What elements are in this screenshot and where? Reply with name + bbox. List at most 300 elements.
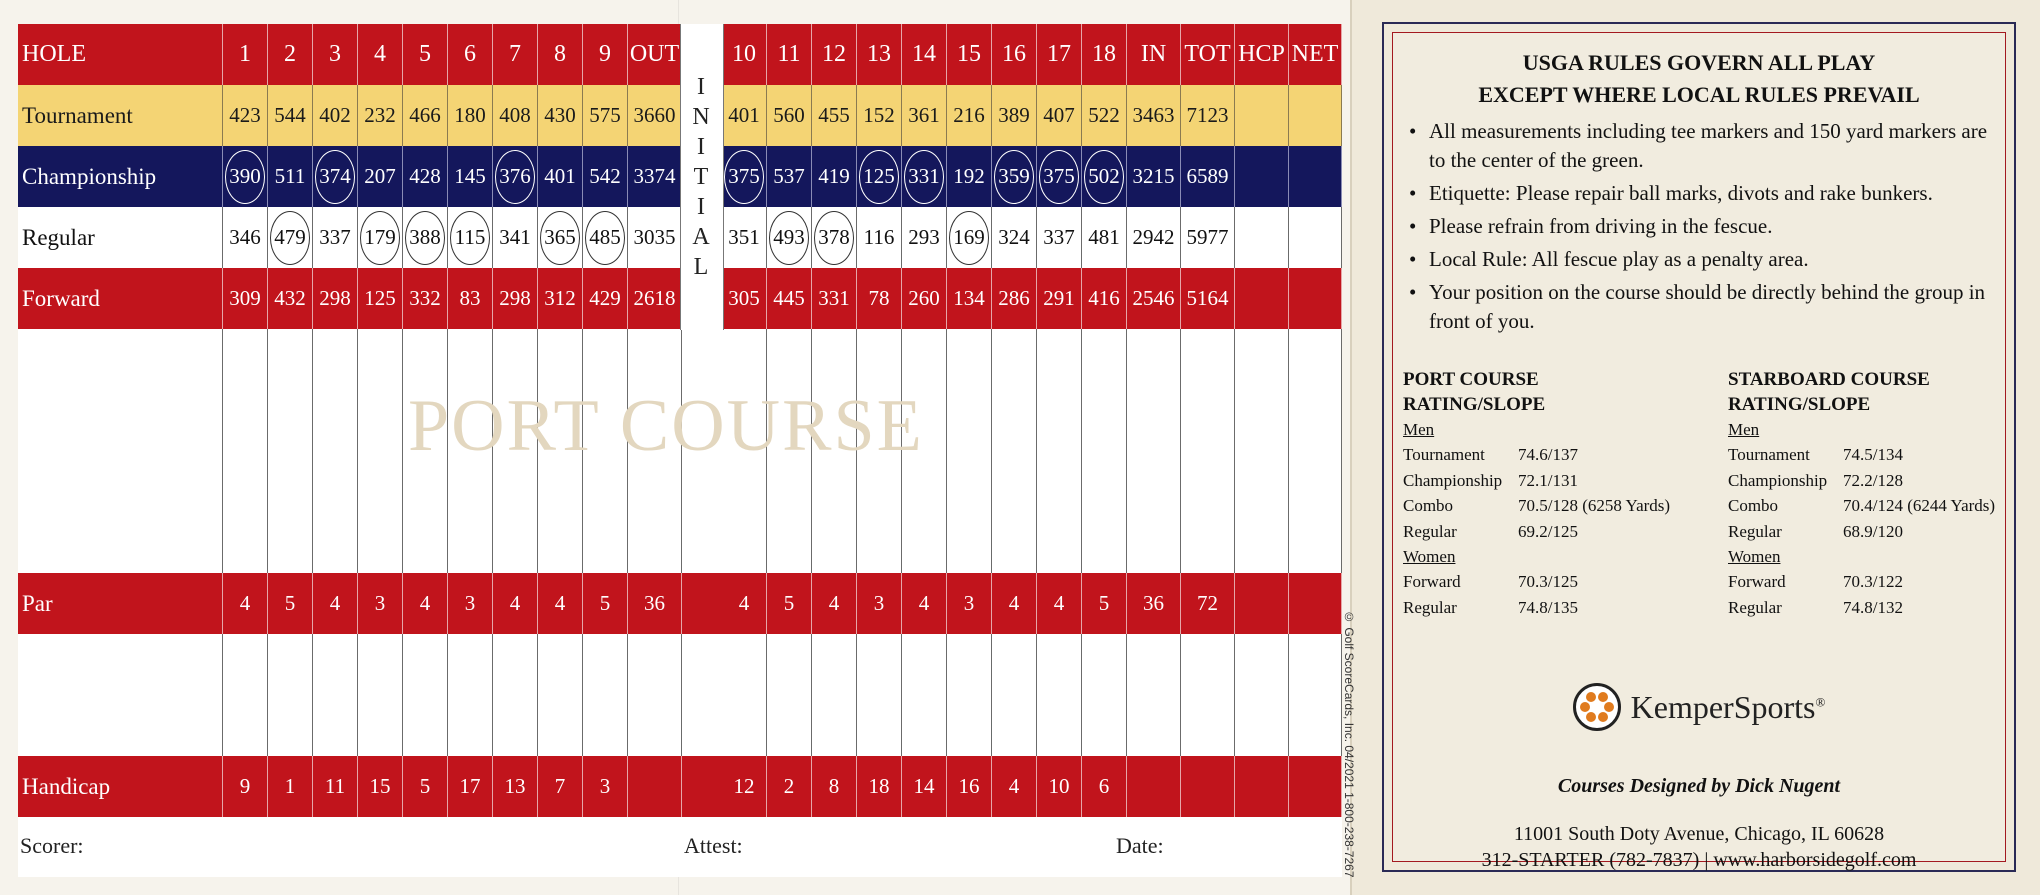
score-cell[interactable]	[223, 390, 268, 451]
hole-cell	[268, 207, 313, 268]
score-cell[interactable]	[1037, 695, 1082, 756]
score-cell[interactable]	[1127, 451, 1181, 512]
score-cell[interactable]	[268, 329, 313, 390]
score-cell[interactable]	[947, 451, 992, 512]
score-cell[interactable]	[1082, 451, 1127, 512]
score-cell[interactable]	[628, 512, 682, 573]
hole-cell: 389	[992, 85, 1037, 146]
hole-cell: 260	[902, 268, 947, 329]
score-cell[interactable]	[1181, 512, 1235, 573]
hole-cell: 12	[722, 756, 767, 817]
score-cell[interactable]	[812, 634, 857, 695]
hole-cell	[583, 207, 628, 268]
hole-cell: 4	[313, 573, 358, 634]
score-cell[interactable]	[538, 695, 583, 756]
score-cell[interactable]	[268, 451, 313, 512]
rating-value: 70.3/122	[1843, 572, 1903, 591]
score-cell[interactable]	[223, 695, 268, 756]
score-cell[interactable]	[1127, 329, 1181, 390]
score-cell[interactable]	[1181, 695, 1235, 756]
rating-value: 74.8/132	[1843, 597, 1903, 617]
hole-cell: 5	[268, 573, 313, 634]
hole-cell: 116	[857, 207, 902, 268]
score-cell[interactable]	[1181, 390, 1235, 451]
score-cell[interactable]	[767, 634, 812, 695]
score-cell[interactable]	[493, 634, 538, 695]
hole-cell: 36	[628, 573, 682, 634]
score-cell[interactable]	[358, 329, 403, 390]
score-cell[interactable]	[902, 329, 947, 390]
circled-yardage: 115	[450, 211, 490, 265]
rating-line	[1728, 595, 2018, 621]
score-cell[interactable]	[1289, 634, 1342, 695]
score-cell[interactable]	[538, 329, 583, 390]
hole-cell: 6589	[1181, 146, 1235, 207]
port-course-rating	[1403, 367, 1693, 620]
score-cell[interactable]	[902, 695, 947, 756]
score-cell[interactable]	[812, 329, 857, 390]
score-cell[interactable]	[767, 512, 812, 573]
hole-cell: 192	[947, 146, 992, 207]
hole-cell: 402	[313, 85, 358, 146]
rules-title-line2: EXCEPT WHERE LOCAL RULES PREVAIL	[1478, 82, 1920, 107]
logo-dot	[1586, 712, 1596, 722]
score-cell[interactable]	[1235, 329, 1289, 390]
score-cell[interactable]	[1181, 451, 1235, 512]
hole-cell: 5	[403, 24, 448, 85]
player-score-row[interactable]	[18, 634, 1342, 696]
rules-panel	[1382, 22, 2016, 872]
attest-field[interactable]: Attest:	[684, 833, 743, 858]
score-cell[interactable]	[992, 512, 1037, 573]
copyright-notice: © Golf ScoreCards, Inc. 04/2021 1-800-238-7267	[1342, 610, 1356, 878]
score-cell[interactable]	[448, 695, 493, 756]
score-cell[interactable]	[857, 634, 902, 695]
score-cell[interactable]	[1082, 634, 1127, 695]
rating-value: 70.4/124 (6244 Yards)	[1843, 496, 1996, 515]
address-block	[1393, 821, 2005, 873]
hole-cell: 312	[538, 268, 583, 329]
row-label	[18, 512, 223, 573]
hole-cell: 4	[992, 573, 1037, 634]
hole-cell: 7	[538, 756, 583, 817]
hole-cell	[812, 207, 857, 268]
score-cell[interactable]	[448, 634, 493, 695]
score-cell[interactable]	[403, 695, 448, 756]
hole-cell: 145	[448, 146, 493, 207]
score-cell[interactable]	[358, 512, 403, 573]
score-cell[interactable]	[947, 390, 992, 451]
score-cell[interactable]	[1181, 634, 1235, 695]
rule-item: • All measurements including tee markers and 150 yard markers are to the center of the green.	[1407, 117, 2007, 175]
date-field[interactable]: Date:	[1116, 833, 1164, 858]
rules-list	[1407, 117, 2007, 340]
rating-tee: Tournament	[1728, 445, 1810, 464]
hole-cell: 3	[857, 573, 902, 634]
score-cell[interactable]	[358, 634, 403, 695]
circled-yardage: 502	[1084, 150, 1124, 204]
hole-cell: 9	[223, 756, 268, 817]
initial-letter: T	[693, 164, 711, 190]
row-label	[18, 695, 223, 756]
score-cell[interactable]	[628, 634, 682, 695]
logo-dot	[1604, 702, 1614, 712]
score-cell[interactable]	[493, 329, 538, 390]
rating-line	[1403, 493, 1693, 519]
score-cell[interactable]	[812, 695, 857, 756]
score-cell[interactable]	[268, 512, 313, 573]
hole-cell: 15	[358, 756, 403, 817]
rating-tee: Forward	[1728, 572, 1786, 591]
score-cell[interactable]	[268, 634, 313, 695]
hole-cell	[448, 207, 493, 268]
hole-cell: 78	[857, 268, 902, 329]
score-cell[interactable]	[313, 451, 358, 512]
rating-line	[1403, 569, 1693, 595]
row-label	[18, 329, 223, 390]
rating-tee: Championship	[1728, 470, 1828, 490]
kempersports-logo	[1393, 683, 2005, 731]
logo-dot	[1586, 692, 1596, 702]
hole-cell: 7	[493, 24, 538, 85]
hole-cell: 544	[268, 85, 313, 146]
hole-cell	[1289, 573, 1342, 634]
hole-cell: 17	[1037, 24, 1082, 85]
hole-cell: 430	[538, 85, 583, 146]
score-cell[interactable]	[1235, 390, 1289, 451]
score-cell[interactable]	[313, 329, 358, 390]
hole-cell: 11	[313, 756, 358, 817]
hole-cell: 291	[1037, 268, 1082, 329]
hole-cell: 341	[493, 207, 538, 268]
men-heading: Men	[1728, 420, 1760, 439]
hole-cell: 7123	[1181, 85, 1235, 146]
score-cell[interactable]	[1037, 512, 1082, 573]
score-cell[interactable]	[538, 634, 583, 695]
rating-value: 68.9/120	[1843, 521, 1903, 541]
hole-cell: 3660	[628, 85, 682, 146]
rating-tee: Regular	[1403, 521, 1457, 541]
rating-course-name: PORT COURSE	[1403, 369, 1539, 390]
hole-cell: 4	[1037, 573, 1082, 634]
score-cell[interactable]	[947, 695, 992, 756]
hole-cell: 337	[313, 207, 358, 268]
score-cell[interactable]	[583, 329, 628, 390]
score-cell[interactable]	[1127, 512, 1181, 573]
hole-cell: 324	[992, 207, 1037, 268]
circled-yardage: 375	[724, 150, 764, 204]
score-cell[interactable]	[1289, 695, 1342, 756]
row-label: Handicap	[18, 756, 223, 817]
hole-cell: 298	[493, 268, 538, 329]
hole-cell: 537	[767, 146, 812, 207]
rating-line	[1403, 519, 1693, 545]
hole-cell	[358, 207, 403, 268]
hole-cell: 408	[493, 85, 538, 146]
hole-cell: 232	[358, 85, 403, 146]
player-score-row[interactable]	[18, 329, 1342, 391]
logo-text: KemperSports	[1630, 688, 1816, 725]
circled-yardage: 376	[495, 150, 535, 204]
hole-cell: 216	[947, 85, 992, 146]
rule-item: • Your position on the course should be directly behind the group in front of you.	[1407, 278, 2007, 336]
score-cell[interactable]	[857, 512, 902, 573]
score-cell[interactable]	[1127, 634, 1181, 695]
score-cell[interactable]	[628, 695, 682, 756]
hole-cell: 416	[1082, 268, 1127, 329]
score-cell[interactable]	[628, 329, 682, 390]
hole-cell: 2	[767, 756, 812, 817]
rating-tee: Forward	[1403, 572, 1461, 591]
score-cell[interactable]	[583, 634, 628, 695]
score-cell[interactable]	[583, 695, 628, 756]
initial-column[interactable]	[680, 24, 724, 330]
hole-cell: 8	[538, 24, 583, 85]
row-label: Forward	[18, 268, 223, 329]
score-cell[interactable]	[223, 329, 268, 390]
hole-cell	[857, 146, 902, 207]
score-cell[interactable]	[722, 512, 767, 573]
hole-cell: 16	[947, 756, 992, 817]
score-cell[interactable]	[1082, 512, 1127, 573]
score-cell[interactable]	[268, 695, 313, 756]
row-label: Championship	[18, 146, 223, 207]
score-cell[interactable]	[448, 329, 493, 390]
score-cell[interactable]	[223, 451, 268, 512]
score-cell[interactable]	[1082, 329, 1127, 390]
hole-cell: 419	[812, 146, 857, 207]
score-cell[interactable]	[1037, 390, 1082, 451]
row-label	[18, 451, 223, 512]
hole-cell	[947, 207, 992, 268]
hole-cell: 14	[902, 24, 947, 85]
score-cell[interactable]	[1181, 329, 1235, 390]
score-cell[interactable]	[1127, 695, 1181, 756]
score-cell[interactable]	[1235, 451, 1289, 512]
rating-tee: Regular	[1728, 597, 1782, 617]
hole-cell	[628, 756, 682, 817]
hole-cell: 5	[403, 756, 448, 817]
score-cell[interactable]	[313, 634, 358, 695]
hole-cell: 286	[992, 268, 1037, 329]
hole-cell: 305	[722, 268, 767, 329]
rating-line	[1728, 493, 2018, 519]
score-cell[interactable]	[902, 512, 947, 573]
hole-cell: 407	[1037, 85, 1082, 146]
score-cell[interactable]	[857, 695, 902, 756]
score-cell[interactable]	[902, 634, 947, 695]
hole-cell: 1	[223, 24, 268, 85]
hole-cell: 18	[857, 756, 902, 817]
hole-cell: 337	[1037, 207, 1082, 268]
hole-cell	[1235, 573, 1289, 634]
women-heading: Women	[1403, 547, 1456, 566]
score-cell[interactable]	[223, 512, 268, 573]
initial-letter: I	[697, 134, 707, 160]
row-label: HOLE	[18, 24, 223, 85]
score-cell[interactable]	[767, 695, 812, 756]
hole-cell: 560	[767, 85, 812, 146]
rating-slope-heading: RATING/SLOPE	[1403, 394, 1546, 415]
score-cell[interactable]	[812, 512, 857, 573]
score-cell[interactable]	[992, 390, 1037, 451]
score-cell[interactable]	[313, 695, 358, 756]
rating-value: 72.2/128	[1843, 470, 1903, 490]
score-cell[interactable]	[313, 512, 358, 573]
score-cell[interactable]	[1082, 390, 1127, 451]
score-cell[interactable]	[1082, 695, 1127, 756]
hole-cell: 332	[403, 268, 448, 329]
score-cell[interactable]	[1037, 634, 1082, 695]
score-cell[interactable]	[1235, 634, 1289, 695]
score-cell[interactable]	[358, 451, 403, 512]
rating-tee: Combo	[1728, 496, 1779, 515]
score-cell[interactable]	[947, 634, 992, 695]
score-cell[interactable]	[992, 634, 1037, 695]
score-cell[interactable]	[1289, 451, 1342, 512]
hole-cell: NET	[1289, 24, 1342, 85]
rating-line	[1403, 468, 1693, 494]
hole-cell: 72	[1181, 573, 1235, 634]
score-cell[interactable]	[448, 512, 493, 573]
score-grid	[18, 24, 1342, 876]
hole-cell: 18	[1082, 24, 1127, 85]
hole-cell: HCP	[1235, 24, 1289, 85]
circled-yardage: 493	[769, 211, 809, 265]
score-cell[interactable]	[358, 695, 403, 756]
hole-cell: 542	[583, 146, 628, 207]
hole-cell: 2	[268, 24, 313, 85]
logo-dot	[1598, 692, 1608, 702]
player-score-row[interactable]	[18, 695, 1342, 757]
scorer-field[interactable]: Scorer:	[20, 833, 84, 858]
score-cell[interactable]	[722, 695, 767, 756]
score-cell[interactable]	[223, 634, 268, 695]
logo-wordmark	[1631, 689, 1826, 726]
score-cell[interactable]	[583, 512, 628, 573]
hole-cell: 2618	[628, 268, 682, 329]
row-label	[18, 390, 223, 451]
hole-cell: 5	[1082, 573, 1127, 634]
hole-cell: 3	[358, 573, 403, 634]
player-score-row[interactable]	[18, 512, 1342, 574]
circled-yardage: 179	[360, 211, 400, 265]
score-cell[interactable]	[947, 512, 992, 573]
hole-cell	[223, 146, 268, 207]
score-cell[interactable]	[268, 390, 313, 451]
score-cell[interactable]	[1289, 329, 1342, 390]
hole-cell	[1289, 146, 1342, 207]
score-cell[interactable]	[1037, 329, 1082, 390]
initial-letter: L	[693, 254, 711, 280]
hole-cell: 4	[403, 573, 448, 634]
score-cell[interactable]	[722, 634, 767, 695]
women-heading: Women	[1728, 547, 1781, 566]
hole-cell	[1289, 85, 1342, 146]
handicap-row	[18, 756, 1342, 817]
hole-cell: 309	[223, 268, 268, 329]
hole-cell: 2942	[1127, 207, 1181, 268]
hole-cell: 511	[268, 146, 313, 207]
hole-cell: 125	[358, 268, 403, 329]
score-cell[interactable]	[403, 634, 448, 695]
hole-cell: 11	[767, 24, 812, 85]
rating-tee: Tournament	[1403, 445, 1485, 464]
rule-item: • Local Rule: All fescue play as a penalty area.	[1407, 245, 2007, 274]
score-cell[interactable]	[1037, 451, 1082, 512]
score-cell[interactable]	[722, 329, 767, 390]
score-cell[interactable]	[493, 695, 538, 756]
score-cell[interactable]	[1235, 512, 1289, 573]
phone-website: 312-STARTER (782-7837) | www.harborsidegolf.com	[1481, 849, 1917, 871]
rating-tee: Combo	[1403, 496, 1454, 515]
hole-cell: 331	[812, 268, 857, 329]
hole-cell	[992, 146, 1037, 207]
score-cell[interactable]	[538, 512, 583, 573]
row-label: Tournament	[18, 85, 223, 146]
score-cell[interactable]	[403, 329, 448, 390]
hole-cell: 401	[538, 146, 583, 207]
hole-cell: 4	[223, 573, 268, 634]
hole-cell: 3	[448, 573, 493, 634]
score-cell[interactable]	[947, 329, 992, 390]
score-cell[interactable]	[493, 512, 538, 573]
circled-yardage: 169	[949, 211, 989, 265]
hole-cell: 3215	[1127, 146, 1181, 207]
score-cell[interactable]	[992, 695, 1037, 756]
score-cell[interactable]	[767, 329, 812, 390]
score-cell[interactable]	[1235, 695, 1289, 756]
score-cell[interactable]	[313, 390, 358, 451]
score-cell[interactable]	[992, 329, 1037, 390]
initial-letter: I	[697, 194, 707, 220]
hole-cell: 575	[583, 85, 628, 146]
hole-cell: 10	[722, 24, 767, 85]
row-label	[18, 634, 223, 695]
hole-cell	[403, 207, 448, 268]
hole-cell: 4	[902, 573, 947, 634]
kempersports-logo-icon	[1573, 683, 1621, 731]
hole-cell: 361	[902, 85, 947, 146]
initial-letter: N	[692, 104, 712, 130]
score-cell[interactable]	[992, 451, 1037, 512]
rating-value: 70.5/128 (6258 Yards)	[1518, 496, 1671, 515]
rating-line	[1728, 519, 2018, 545]
score-cell[interactable]	[857, 329, 902, 390]
hole-cell	[1235, 85, 1289, 146]
rating-line	[1403, 442, 1693, 468]
score-cell[interactable]	[1289, 390, 1342, 451]
hole-cell: 4	[812, 573, 857, 634]
hole-cell	[1235, 146, 1289, 207]
hole-cell	[1235, 207, 1289, 268]
hole-cell	[1289, 268, 1342, 329]
hole-cell: 429	[583, 268, 628, 329]
hole-cell: 466	[403, 85, 448, 146]
score-cell[interactable]	[1127, 390, 1181, 451]
par-row	[18, 573, 1342, 634]
score-cell[interactable]	[358, 390, 403, 451]
hole-cell: OUT	[628, 24, 682, 85]
score-cell[interactable]	[1289, 512, 1342, 573]
hole-cell	[493, 146, 538, 207]
hole-cell: 445	[767, 268, 812, 329]
hole-cell	[1037, 146, 1082, 207]
hole-cell	[1289, 207, 1342, 268]
hole-cell: 180	[448, 85, 493, 146]
score-cell[interactable]	[403, 512, 448, 573]
rating-slope-heading: RATING/SLOPE	[1728, 394, 1871, 415]
